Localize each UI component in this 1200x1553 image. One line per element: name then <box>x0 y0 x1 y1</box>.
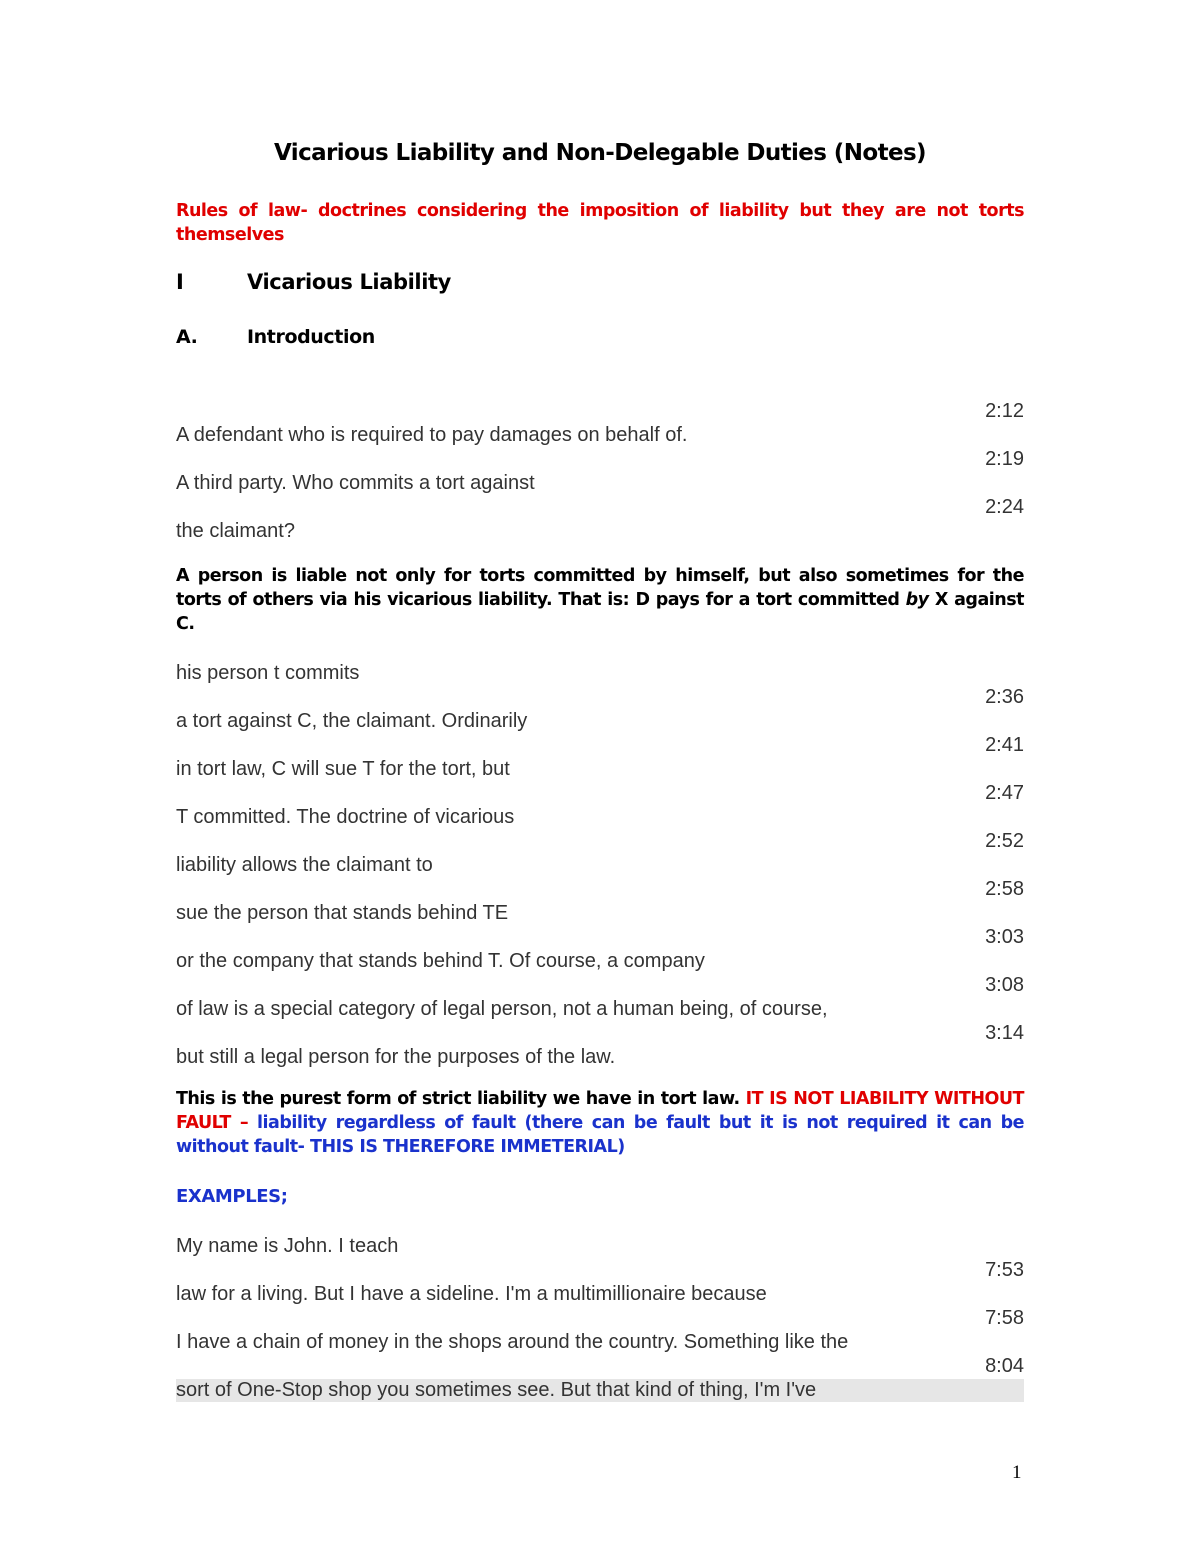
timestamp: 2:24 <box>985 496 1024 518</box>
subsection-heading: Introduction <box>247 326 375 348</box>
timestamp: 2:41 <box>985 734 1024 756</box>
section-number: I <box>176 270 184 294</box>
definition-text-end: X against C. <box>176 590 1025 634</box>
transcript-line: or the company that stands behind T. Of course, a company <box>176 950 705 972</box>
strict-liability-paragraph <box>176 1087 1024 1159</box>
definition-italic: by <box>905 590 929 610</box>
transcript-line: a tort against C, the claimant. Ordinarily <box>176 710 528 732</box>
transcript-line: liability allows the claimant to <box>176 854 433 876</box>
transcript-line: A third party. Who commits a tort against <box>176 472 535 494</box>
timestamp: 3:14 <box>985 1022 1024 1044</box>
page-title: Vicarious Liability and Non-Delegable Duties (Notes) <box>274 140 926 166</box>
timestamp: 8:04 <box>985 1355 1024 1377</box>
transcript-line: T committed. The doctrine of vicarious <box>176 806 515 828</box>
transcript-line-highlighted: sort of One-Stop shop you sometimes see. But that kind of thing, I'm I've <box>176 1379 1024 1402</box>
transcript-line: A defendant who is required to pay damages on behalf of. <box>176 424 688 446</box>
timestamp: 2:12 <box>985 400 1024 422</box>
rules-intro: Rules of law- doctrines considering the imposition of liability but they are not torts themselves <box>176 201 1024 245</box>
timestamp: 2:58 <box>985 878 1024 900</box>
transcript-line: but still a legal person for the purposes of the law. <box>176 1046 616 1068</box>
examples-heading: EXAMPLES; <box>176 1186 288 1207</box>
timestamp: 2:52 <box>985 830 1024 852</box>
timestamp: 3:03 <box>985 926 1024 948</box>
timestamp: 2:19 <box>985 448 1024 470</box>
timestamp: 7:53 <box>985 1259 1024 1281</box>
transcript-line: the claimant? <box>176 520 295 542</box>
subsection-number: A. <box>176 326 198 348</box>
page-number: 1 <box>1012 1462 1022 1483</box>
transcript-line: My name is John. I teach <box>176 1235 399 1257</box>
strict-text: This is the purest form of strict liability we have in tort law. <box>176 1089 746 1109</box>
definition-paragraph <box>176 564 1024 636</box>
transcript-line: sue the person that stands behind TE <box>176 902 509 924</box>
strict-note: liability regardless of fault (there can be fault but it is not required it can be without fault- THIS IS THEREFORE IMMETERIAL) <box>176 1113 1024 1157</box>
timestamp: 3:08 <box>985 974 1024 996</box>
transcript-line: of law is a special category of legal person, not a human being, of course, <box>176 998 828 1020</box>
transcript-line: law for a living. But I have a sideline. I'm a multimillionaire because <box>176 1283 767 1305</box>
timestamp: 2:36 <box>985 686 1024 708</box>
definition-text: A person is liable not only for torts committed by himself, but also sometimes for the torts of others via his vicarious liability. That is: D pays for a tort committed <box>176 566 1024 610</box>
timestamp: 7:58 <box>985 1307 1024 1329</box>
section-heading: Vicarious Liability <box>247 270 451 294</box>
transcript-line: in tort law, C will sue T for the tort, but <box>176 758 510 780</box>
transcript-line: his person t commits <box>176 662 360 684</box>
timestamp: 2:47 <box>985 782 1024 804</box>
transcript-line: I have a chain of money in the shops around the country. Something like the <box>176 1331 849 1353</box>
strict-emphasis: IT IS NOT LIABILITY WITHOUT FAULT – <box>176 1089 1024 1133</box>
